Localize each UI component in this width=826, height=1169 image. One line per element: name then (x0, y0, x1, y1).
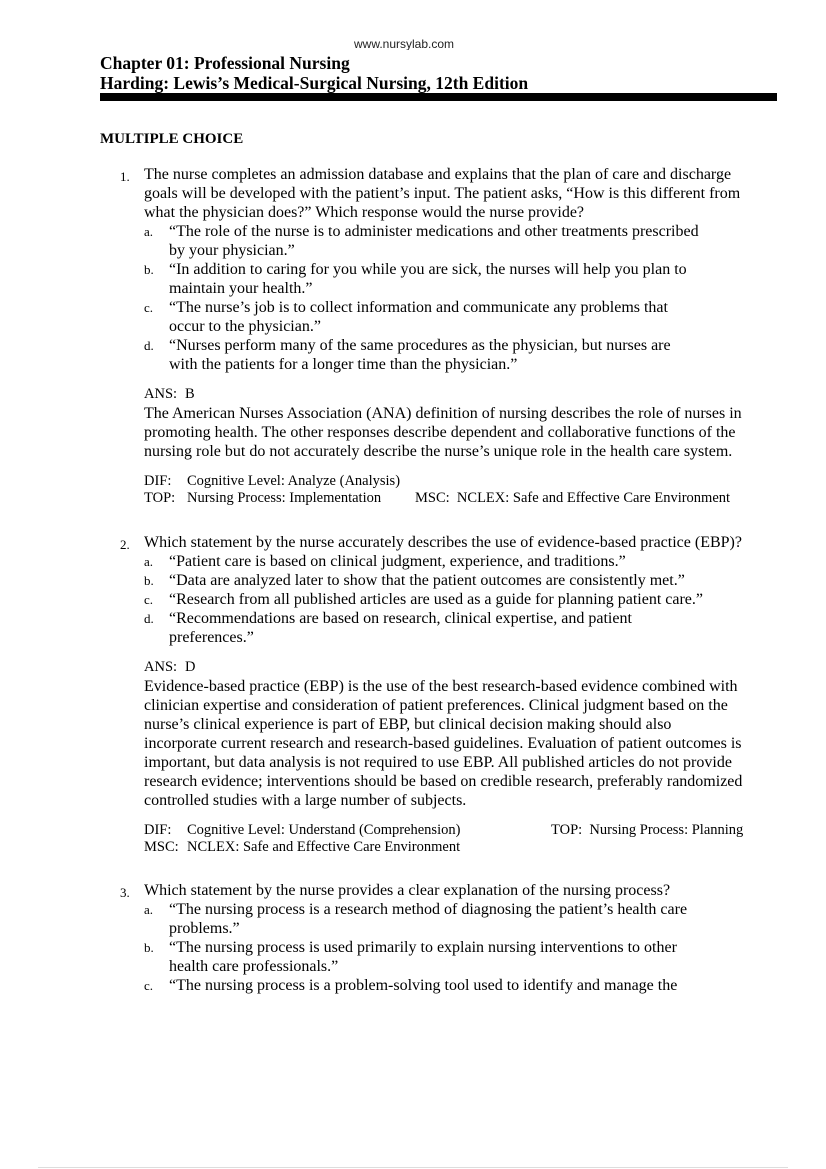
option-a (144, 552, 777, 571)
chapter-title: Chapter 01: Professional Nursing (100, 53, 350, 73)
rationale-line: nursing role but do not accurately describe the nurse’s unique role in the health care system. (144, 443, 733, 460)
dif-label: DIF: (144, 473, 172, 489)
option-letter: d. (144, 338, 154, 353)
rationale-line: Evidence-based practice (EBP) is the use of the best research-based evidence combined with (144, 678, 738, 695)
question-meta (144, 822, 777, 856)
dif-value: Cognitive Level: Analyze (Analysis) (187, 473, 401, 489)
option-d (144, 336, 777, 374)
question-text-line: goals will be developed with the patient’s input. The patient asks, “How is this different from (144, 185, 741, 202)
option-text-line: occur to the physician.” (169, 318, 321, 335)
question-3 (100, 881, 777, 995)
answer (144, 657, 777, 677)
option-letter: b. (144, 573, 154, 588)
question-text-line: The nurse completes an admission database and explains that the plan of care and discharge (144, 166, 732, 183)
msc-value: NCLEX: Safe and Effective Care Environment (187, 839, 461, 855)
option-a (144, 900, 777, 938)
question-number: 3. (120, 885, 130, 900)
option-letter: a. (144, 224, 154, 239)
option-text-line: “Nurses perform many of the same procedures as the physician, but nurses are (169, 337, 671, 354)
option-letter: a. (144, 902, 154, 917)
option-text-line: health care professionals.” (169, 958, 339, 975)
option-text-line: “Patient care is based on clinical judgment, experience, and traditions.” (169, 553, 626, 570)
answer-value: B (185, 386, 195, 402)
top-value: Nursing Process: Planning (589, 822, 744, 838)
watermark-text: www.nursylab.com (354, 38, 455, 50)
option-d (144, 609, 777, 647)
answer-label: ANS: (144, 659, 178, 675)
question-number: 1. (120, 169, 130, 184)
rationale-line: nurse’s clinical experience is part of EBP, but clinical decision making should also (144, 716, 672, 733)
question-2 (100, 533, 777, 856)
rationale-line: promoting health. The other responses describe dependent and collaborative functions of the (144, 424, 736, 441)
option-letter: c. (144, 978, 154, 993)
rationale-line: controlled studies with a large number of subjects. (144, 792, 467, 809)
option-b (144, 260, 777, 298)
question-text-line: Which statement by the nurse accurately describes the use of evidence-based practice (EBP)? (144, 534, 742, 551)
option-text-line: by your physician.” (169, 242, 295, 259)
answer-value: D (185, 659, 196, 675)
msc-label: MSC: (144, 839, 179, 855)
option-c (144, 590, 777, 609)
option-text-line: “The nurse’s job is to collect information and communicate any problems that (169, 299, 668, 316)
dif-label: DIF: (144, 822, 172, 838)
page-bottom-divider (38, 1167, 788, 1168)
option-c (144, 976, 777, 995)
option-text-line: “The nursing process is a problem-solving tool used to identify and manage the (169, 977, 678, 994)
answer (144, 384, 777, 404)
msc-value: NCLEX: Safe and Effective Care Environment (456, 490, 731, 506)
dif-value: Cognitive Level: Understand (Comprehension) (187, 822, 461, 838)
option-text-line: problems.” (169, 920, 240, 937)
option-text-line: “The nursing process is a research method of diagnosing the patient’s health care (169, 901, 688, 918)
question-text (144, 165, 777, 222)
option-text-line: preferences.” (169, 629, 254, 646)
option-letter: a. (144, 554, 154, 569)
msc-label: MSC: (415, 490, 450, 506)
question-text (144, 881, 777, 900)
rationale-line: research evidence; interventions should be based on credible research, preferably randomized (144, 773, 743, 790)
answer-label: ANS: (144, 386, 178, 402)
option-b (144, 571, 777, 590)
rationale-line: incorporate current research and research-based guidelines. Evaluation of patient outcomes is (144, 735, 742, 752)
option-letter: b. (144, 262, 154, 277)
option-letter: c. (144, 300, 154, 315)
option-text-line: “The role of the nurse is to administer medications and other treatments prescribed (169, 223, 699, 240)
option-b (144, 938, 777, 976)
top-label: TOP: (551, 822, 583, 838)
option-letter: c. (144, 592, 154, 607)
question-number: 2. (120, 537, 130, 552)
rationale-line: The American Nurses Association (ANA) definition of nursing describes the role of nurses in (144, 405, 742, 422)
option-text-line: “Recommendations are based on research, clinical expertise, and patient (169, 610, 632, 627)
header-rule (100, 93, 777, 101)
option-letter: b. (144, 940, 154, 955)
chapter-header (100, 53, 777, 93)
rationale-line: clinician expertise and consideration of patient preferences. Clinical judgment based on the (144, 697, 728, 714)
book-title: Harding: Lewis’s Medical-Surgical Nursing, 12th Edition (100, 73, 529, 93)
option-text-line: “Data are analyzed later to show that the patient outcomes are consistently met.” (169, 572, 685, 589)
question-text (144, 533, 777, 552)
top-label: TOP: (144, 490, 176, 506)
option-text-line: “The nursing process is used primarily to explain nursing interventions to other (169, 939, 677, 956)
option-text-line: “Research from all published articles are used as a guide for planning patient care.” (169, 591, 703, 608)
option-c (144, 298, 777, 336)
question-text-line: what the physician does?” Which response would the nurse provide? (144, 204, 585, 221)
question-meta (144, 473, 777, 507)
option-letter: d. (144, 611, 154, 626)
rationale (144, 677, 777, 810)
question-1 (100, 165, 777, 507)
option-a (144, 222, 777, 260)
rationale (144, 404, 777, 461)
option-text-line: maintain your health.” (169, 280, 313, 297)
rationale-line: important, but data analysis is not required to use EBP. All published articles do not provide (144, 754, 732, 771)
option-text-line: “In addition to caring for you while you are sick, the nurses will help you plan to (169, 261, 687, 278)
option-text-line: with the patients for a longer time than the physician.” (169, 356, 518, 373)
top-value: Nursing Process: Implementation (187, 490, 382, 506)
question-text-line: Which statement by the nurse provides a clear explanation of the nursing process? (144, 882, 671, 899)
section-title: MULTIPLE CHOICE (100, 131, 244, 147)
